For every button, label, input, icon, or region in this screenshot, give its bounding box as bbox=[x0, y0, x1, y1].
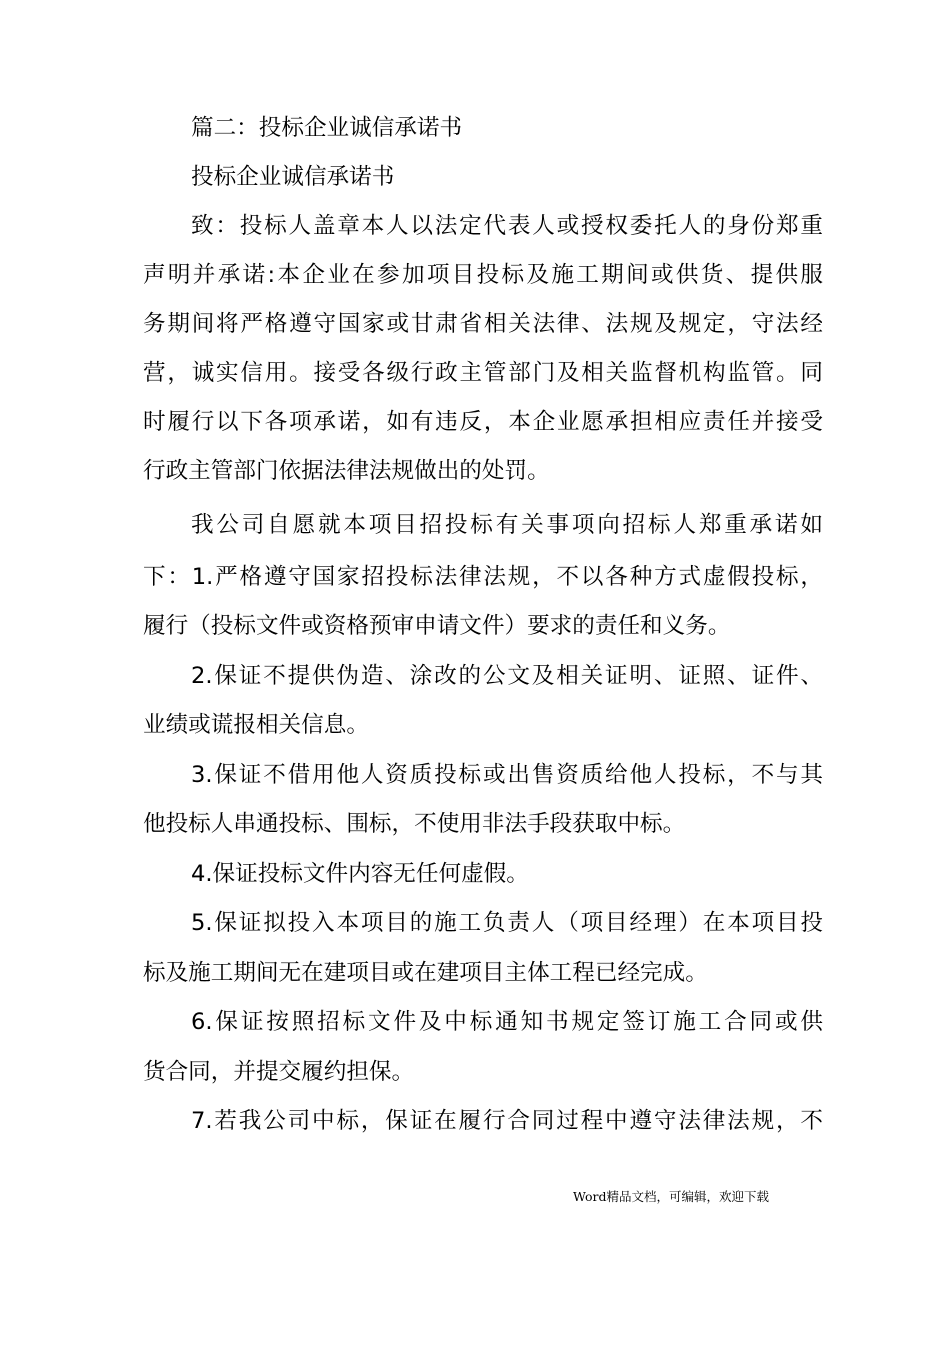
list-item-line: 4.保证投标文件内容无任何虚假。 bbox=[191, 861, 529, 887]
list-item-line: 标及施工期间无在建项目或在建项目主体工程已经完成。 bbox=[143, 960, 708, 986]
paragraph-line: 致：投标人盖章本人以法定代表人或授权委托人的身份郑重 bbox=[191, 213, 823, 239]
section-heading: 篇二：投标企业诚信承诺书 bbox=[191, 115, 463, 141]
document-title: 投标企业诚信承诺书 bbox=[191, 164, 395, 190]
list-item-line: 2.保证不提供伪造、涂改的公文及相关证明、证照、证件、 bbox=[191, 663, 823, 689]
page-footer: Word精品文档，可编辑，欢迎下载 bbox=[573, 1189, 770, 1204]
paragraph-line: 下：1.严格遵守国家招投标法律法规，不以各种方式虚假投标， bbox=[143, 564, 823, 590]
paragraph-line: 务期间将严格遵守国家或甘肃省相关法律、法规及规定，守法经 bbox=[143, 311, 823, 337]
paragraph-line: 声明并承诺:本企业在参加项目投标及施工期间或供货、提供服 bbox=[143, 262, 823, 288]
list-item-line: 货合同，并提交履约担保。 bbox=[143, 1059, 415, 1085]
list-item-line: 6.保证按照招标文件及中标通知书规定签订施工合同或供 bbox=[191, 1009, 823, 1035]
list-item-line: 他投标人串通投标、围标，不使用非法手段获取中标。 bbox=[143, 811, 686, 837]
list-item-line: 3.保证不借用他人资质投标或出售资质给他人投标，不与其 bbox=[191, 762, 823, 788]
list-item-line: 业绩或谎报相关信息。 bbox=[143, 712, 369, 738]
paragraph-line: 我公司自愿就本项目招投标有关事项向招标人郑重承诺如 bbox=[191, 512, 823, 538]
list-item-line: 5.保证拟投入本项目的施工负责人（项目经理）在本项目投 bbox=[191, 910, 823, 936]
list-item-line: 7.若我公司中标，保证在履行合同过程中遵守法律法规，不 bbox=[191, 1108, 823, 1134]
paragraph-line: 行政主管部门依据法律法规做出的处罚。 bbox=[143, 458, 550, 484]
paragraph-line: 时履行以下各项承诺，如有违反，本企业愿承担相应责任并接受 bbox=[143, 409, 823, 435]
paragraph-line: 履行（投标文件或资格预审申请文件）要求的责任和义务。 bbox=[143, 613, 731, 639]
paragraph-line: 营，诚实信用。接受各级行政主管部门及相关监督机构监管。同 bbox=[143, 360, 823, 386]
